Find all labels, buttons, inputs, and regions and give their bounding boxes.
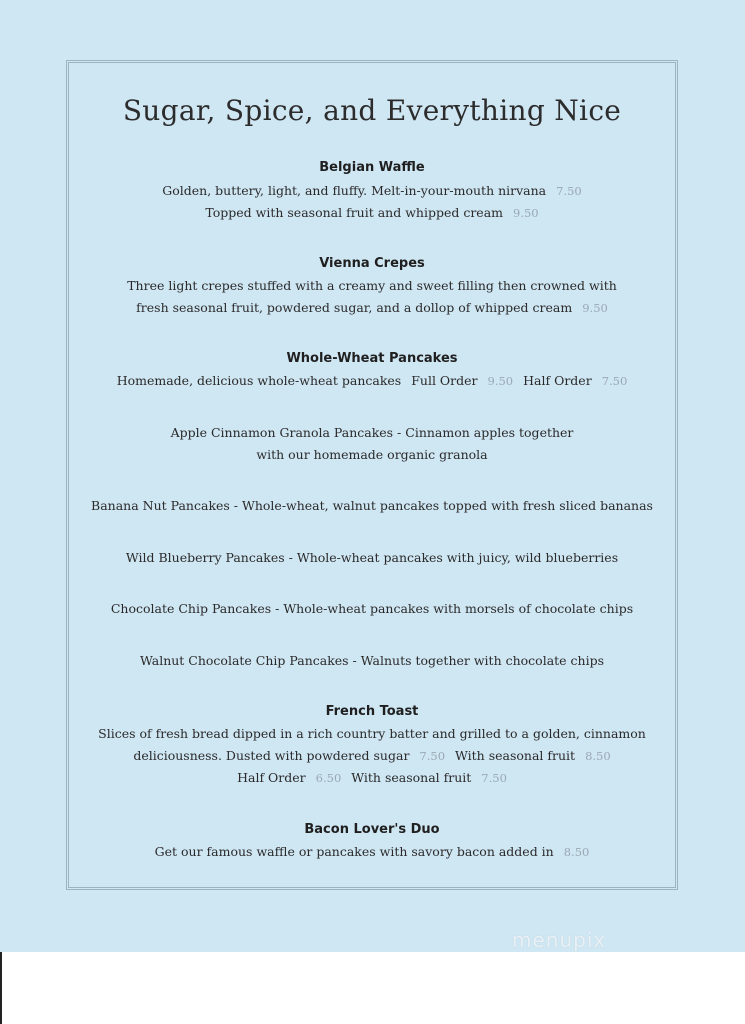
vienna-crepes-heading: Vienna Crepes <box>319 256 425 271</box>
french-toast-half-price: 6.50 <box>315 771 342 785</box>
belgian-waffle-topped-description: Topped with seasonal fruit and whipped cream <box>205 205 503 220</box>
vienna-crepes-price: 9.50 <box>582 301 608 315</box>
french-toast-half-fruit-price: 7.50 <box>481 771 507 785</box>
walnut-chocolate-chip-line: Walnut Chocolate Chip Pancakes - Walnuts together with chocolate chips <box>139 653 605 668</box>
french-toast-fruit-price: 8.50 <box>585 749 611 763</box>
scan-edge <box>0 952 2 1024</box>
french-toast-line-1: Slices of fresh bread dipped in a rich country batter and grilled to a golden, cinnamon <box>98 726 646 741</box>
french-toast-description-2: deliciousness. Dusted with powdered sugar <box>133 748 410 763</box>
wild-blueberry-line: Wild Blueberry Pancakes - Whole-wheat pancakes with juicy, wild blueberries <box>125 550 619 565</box>
bacon-lovers-duo-price: 8.50 <box>563 845 590 859</box>
bacon-lovers-duo-heading: Bacon Lover's Duo <box>304 822 440 837</box>
vienna-crepes-description-2: fresh seasonal fruit, powdered sugar, and a dollop of whipped cream <box>136 300 573 315</box>
banana-nut-line: Banana Nut Pancakes - Whole-wheat, walnut pancakes topped with fresh sliced bananas <box>91 498 653 513</box>
half-order-price: 7.50 <box>601 374 628 388</box>
menupix-watermark: menupix <box>512 928 607 952</box>
whole-wheat-pancakes-description: Homemade, delicious whole-wheat pancakes <box>116 373 402 388</box>
french-toast-line-2 <box>26 748 718 763</box>
vienna-crepes-description-1: Three light crepes stuffed with a creamy and sweet filling then crowned with <box>127 278 617 293</box>
bacon-lovers-duo-description: Get our famous waffle or pancakes with savory bacon added in <box>154 844 554 859</box>
vienna-crepes-line-2 <box>26 300 718 315</box>
chocolate-chip-line: Chocolate Chip Pancakes - Whole-wheat pancakes with morsels of chocolate chips <box>110 601 634 616</box>
belgian-waffle-topped-price: 9.50 <box>513 206 539 220</box>
french-toast-line-3 <box>26 770 718 785</box>
whole-wheat-pancakes-line <box>26 373 718 388</box>
full-order-label: Full Order <box>411 373 478 388</box>
bacon-lovers-duo-line <box>26 844 718 859</box>
french-toast-heading: French Toast <box>325 704 419 719</box>
vienna-crepes-line-1 <box>26 278 718 293</box>
full-order-price: 9.50 <box>487 374 514 388</box>
french-toast-price: 7.50 <box>419 749 446 763</box>
menu-title: Sugar, Spice, and Everything Nice <box>122 94 622 127</box>
belgian-waffle-description: Golden, buttery, light, and fluffy. Melt-in-your-mouth nirvana <box>162 183 547 198</box>
french-toast-half-label: Half Order <box>237 770 306 785</box>
apple-cinnamon-line-1: Apple Cinnamon Granola Pancakes - Cinnamon apples together <box>170 425 574 440</box>
apple-cinnamon-line-2: with our homemade organic granola <box>256 447 488 462</box>
belgian-waffle-line-2 <box>26 205 718 220</box>
whole-wheat-pancakes-heading: Whole-Wheat Pancakes <box>286 351 458 366</box>
french-toast-half-fruit-label: With seasonal fruit <box>351 770 472 785</box>
belgian-waffle-price: 7.50 <box>556 184 582 198</box>
french-toast-fruit-label: With seasonal fruit <box>455 748 576 763</box>
half-order-label: Half Order <box>523 373 592 388</box>
belgian-waffle-line-1 <box>26 183 718 198</box>
belgian-waffle-heading: Belgian Waffle <box>319 160 425 175</box>
